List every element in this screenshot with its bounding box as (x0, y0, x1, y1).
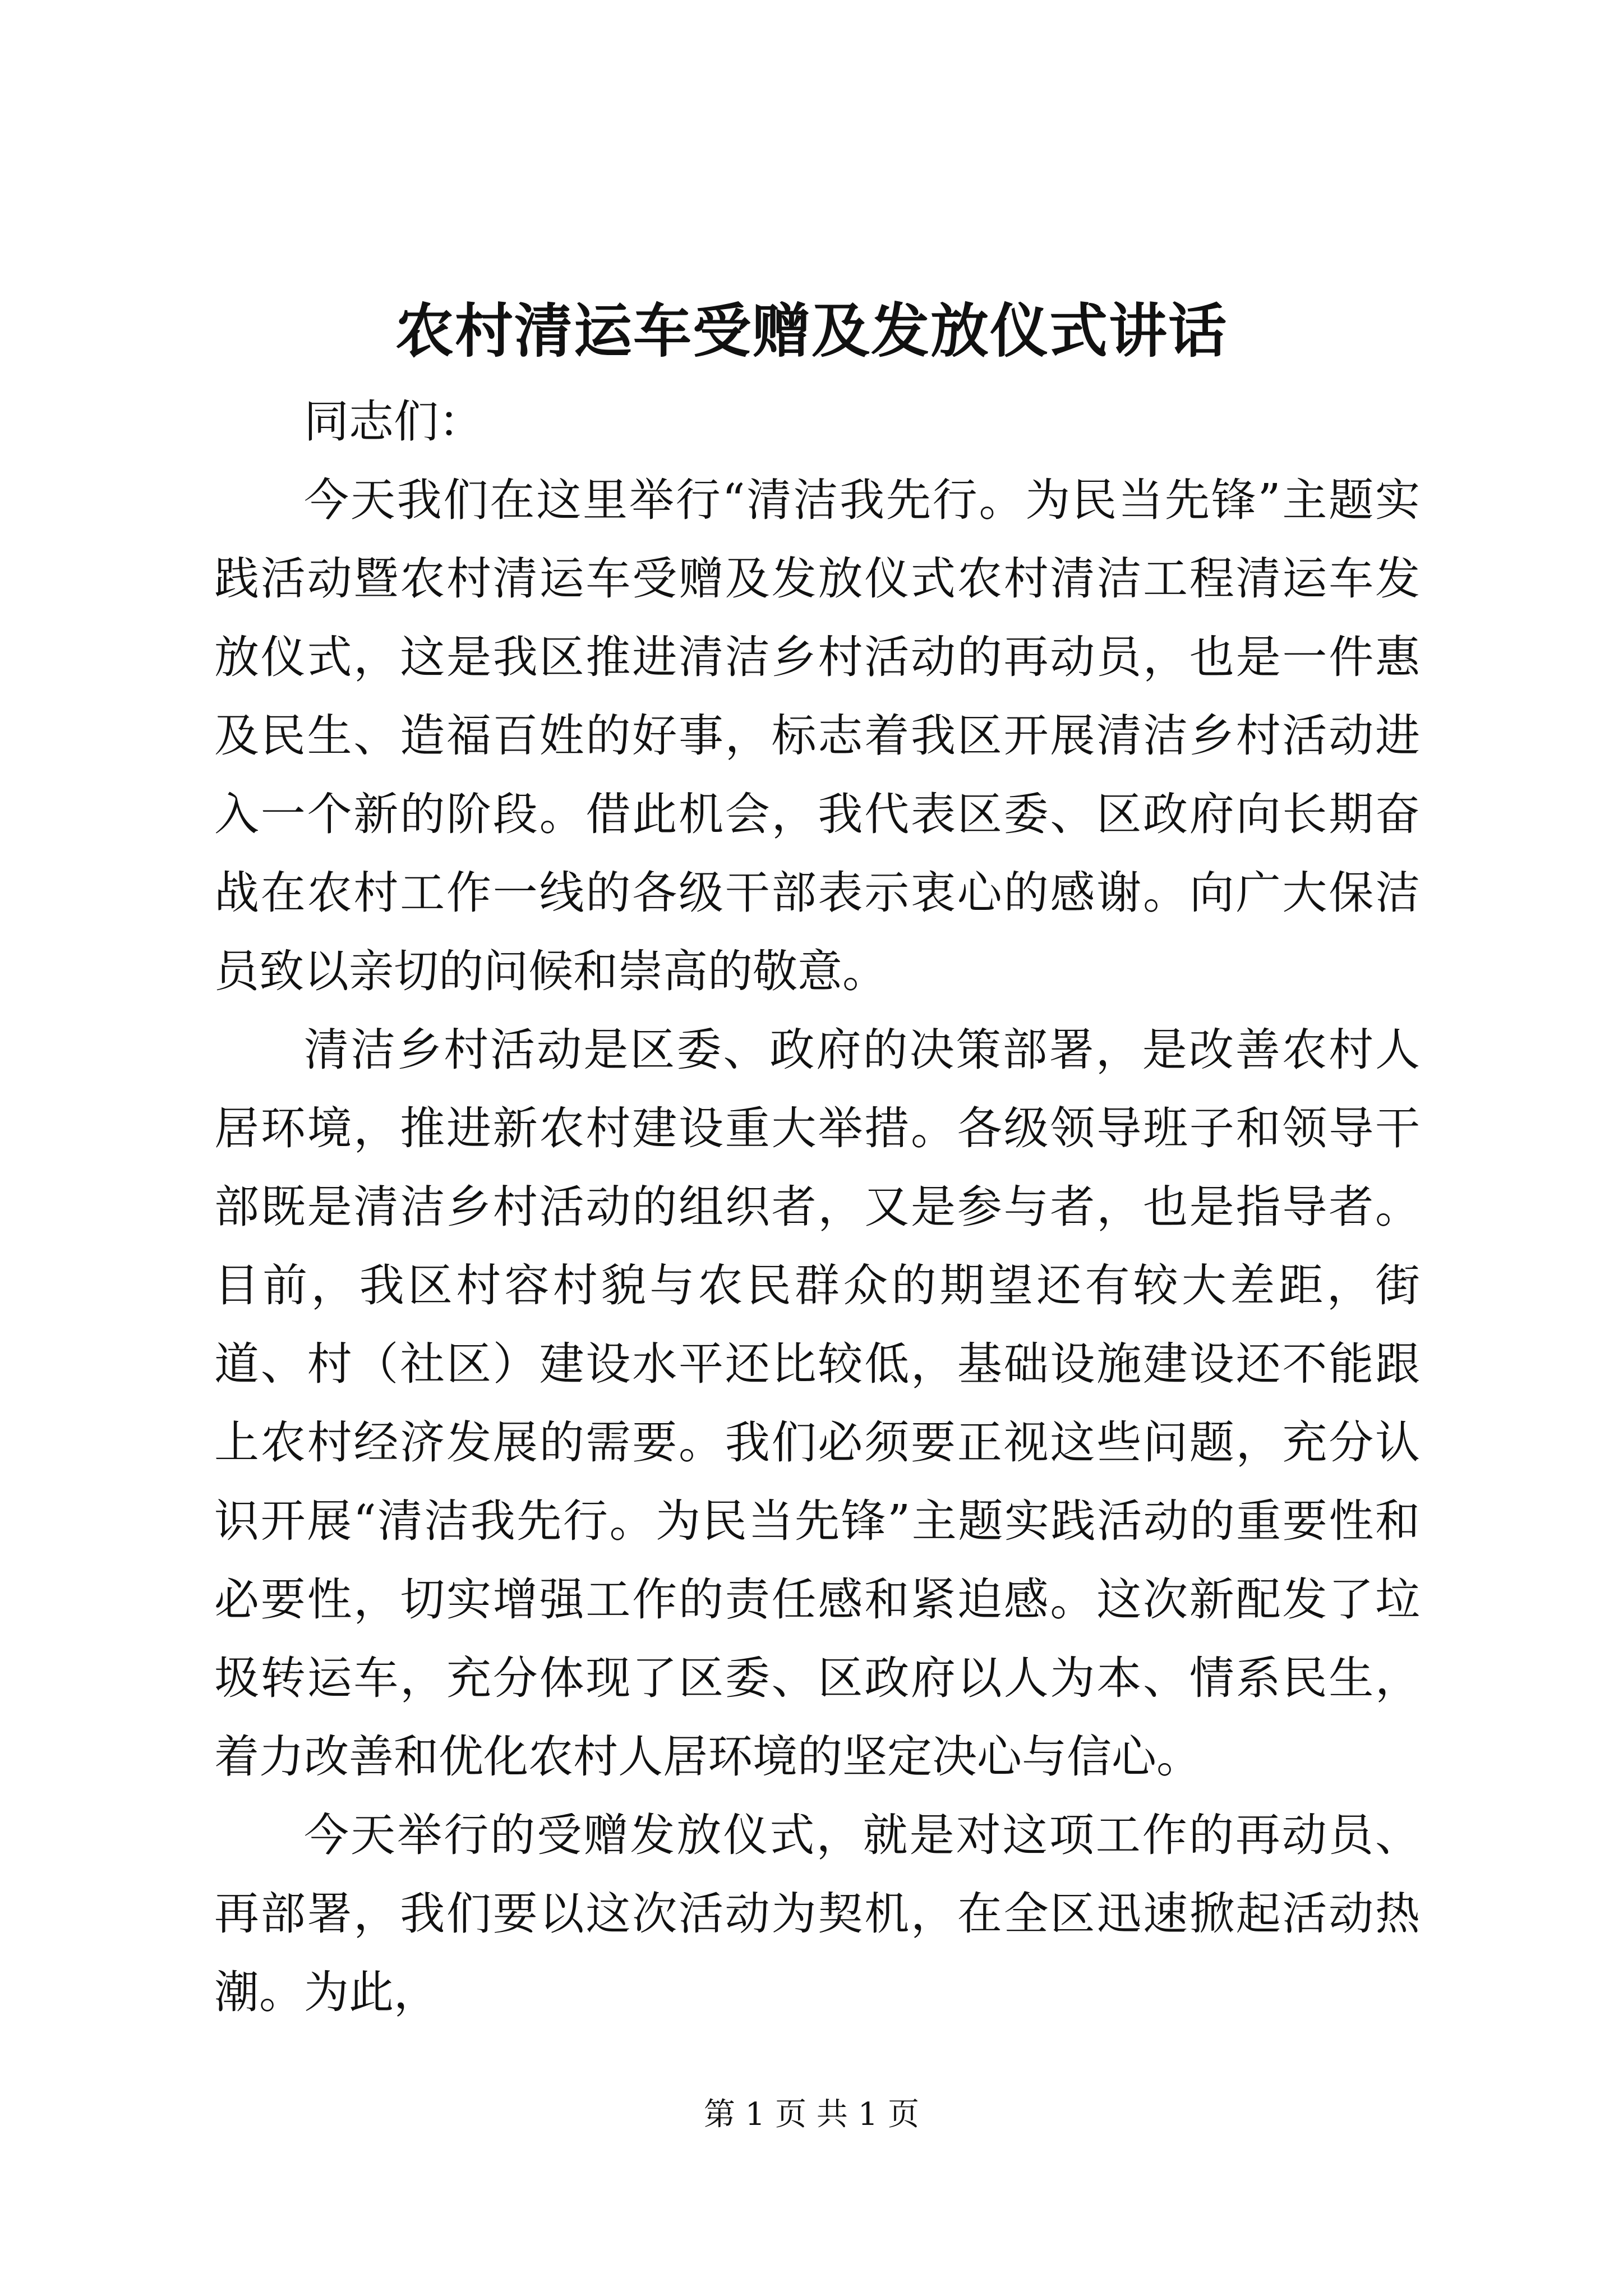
paragraph-3: 今天举行的受赠发放仪式，就是对这项工作的再动员、再部署，我们要以这次活动为契机，在全区迅速掀起活动热潮。为此， (214, 1809, 1420, 2018)
document-title: 农村清运车受赠及发放仪式讲话 (395, 296, 1228, 365)
paragraph-1: 今天我们在这里举行“清洁我先行。为民当先锋”主题实践活动暨农村清运车受赠及发放仪式农村清洁工程清运车发放仪式，这是我区推进清洁乡村活动的再动员，也是一件惠及民生、造福百姓的好事，标志着我区开展清洁乡村活动进入一个新的阶段。借此机会，我代表区委、区政府向长期奋战在农村工作一线的各级干部表示衷心的感谢。向广大保洁员致以亲切的问候和崇高的敬意。 (214, 474, 1420, 997)
document-body (214, 383, 1420, 2032)
salutation: 同志们： (304, 395, 483, 448)
page-footer: 第 1 页 共 1 页 (703, 2096, 920, 2133)
paragraph-2: 清洁乡村活动是区委、政府的决策部署，是改善农村人居环境，推进新农村建设重大举措。各级领导班子和领导干部既是清洁乡村活动的组织者，又是参与者，也是指导者。目前，我区村容村貌与农民群众的期望还有较大差距，街道、村（社区）建设水平还比较低，基础设施建设还不能跟上农村经济发展的需要。我们必须要正视这些问题，充分认识开展“清洁我先行。为民当先锋”主题实践活动的重要性和必要性，切实增强工作的责任感和紧迫感。这次新配发了垃圾转运车，充分体现了区委、区政府以人为本、情系民生，着力改善和优化农村人居环境的坚定决心与信心。 (214, 1024, 1420, 1783)
